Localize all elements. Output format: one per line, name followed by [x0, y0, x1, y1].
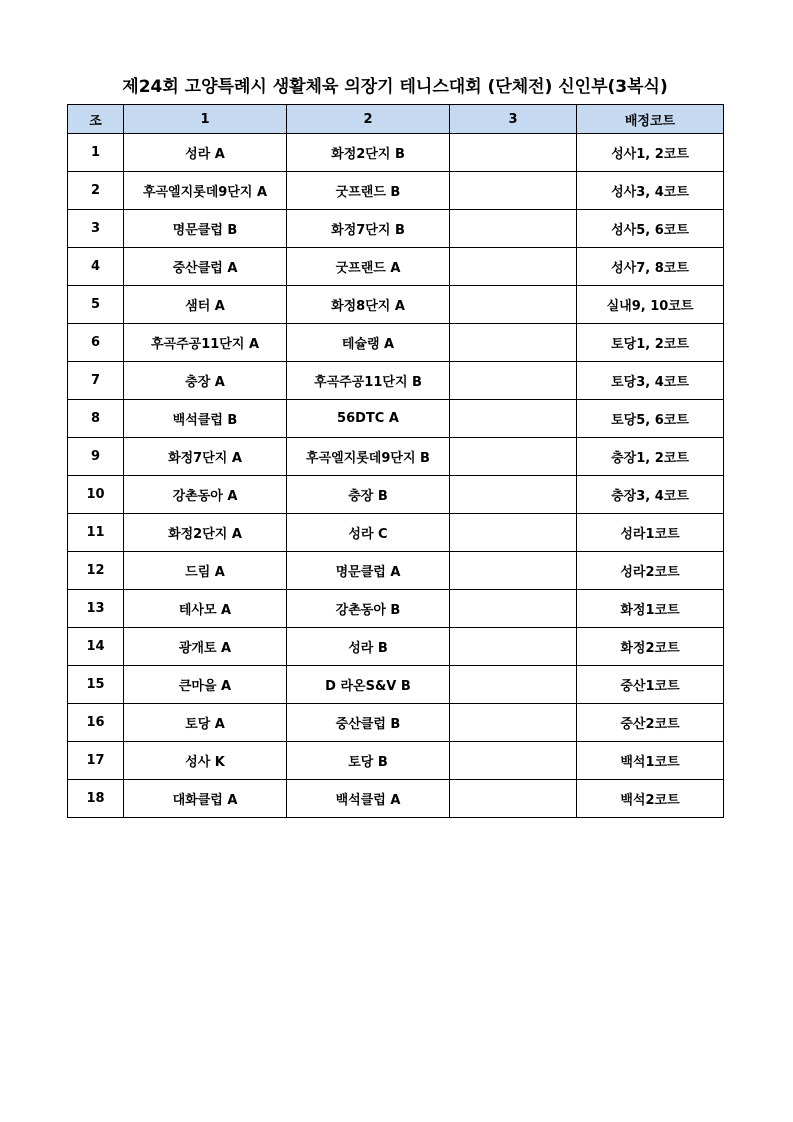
- cell-team-3: [450, 742, 577, 780]
- cell-court: 화정2코트: [577, 628, 724, 666]
- header-team-1: 1: [124, 105, 287, 134]
- cell-team-2: 굿프랜드 B: [287, 172, 450, 210]
- cell-group: 16: [68, 704, 124, 742]
- cell-group: 4: [68, 248, 124, 286]
- cell-team-2: 강촌동아 B: [287, 590, 450, 628]
- cell-court: 성라2코트: [577, 552, 724, 590]
- cell-court: 화정1코트: [577, 590, 724, 628]
- table-row: [68, 742, 724, 780]
- cell-court: 성사3, 4코트: [577, 172, 724, 210]
- cell-team-3: [450, 514, 577, 552]
- cell-team-1: 성라 A: [124, 134, 287, 172]
- table-row: [68, 590, 724, 628]
- cell-team-1: 후곡엘지롯데9단지 A: [124, 172, 287, 210]
- cell-team-3: [450, 476, 577, 514]
- cell-group: 7: [68, 362, 124, 400]
- cell-group: 18: [68, 780, 124, 818]
- cell-court: 성사7, 8코트: [577, 248, 724, 286]
- header-team-2: 2: [287, 105, 450, 134]
- cell-team-3: [450, 362, 577, 400]
- cell-court: 성라1코트: [577, 514, 724, 552]
- table-row: [68, 704, 724, 742]
- cell-team-2: 화정2단지 B: [287, 134, 450, 172]
- header-group: 조: [68, 105, 124, 134]
- cell-team-2: 후곡엘지롯데9단지 B: [287, 438, 450, 476]
- header-court: 배정코트: [577, 105, 724, 134]
- cell-team-1: 샘터 A: [124, 286, 287, 324]
- cell-team-1: 테사모 A: [124, 590, 287, 628]
- cell-group: 10: [68, 476, 124, 514]
- cell-group: 14: [68, 628, 124, 666]
- cell-team-1: 큰마을 A: [124, 666, 287, 704]
- table-row: [68, 362, 724, 400]
- header-team-3: 3: [450, 105, 577, 134]
- cell-team-2: 화정8단지 A: [287, 286, 450, 324]
- cell-court: 성사1, 2코트: [577, 134, 724, 172]
- cell-court: 성사5, 6코트: [577, 210, 724, 248]
- assignment-table: [67, 104, 724, 818]
- cell-court: 충장1, 2코트: [577, 438, 724, 476]
- table-body: [68, 134, 724, 818]
- cell-court: 백석1코트: [577, 742, 724, 780]
- cell-court: 충장3, 4코트: [577, 476, 724, 514]
- cell-team-1: 드림 A: [124, 552, 287, 590]
- cell-team-1: 화정2단지 A: [124, 514, 287, 552]
- cell-team-2: 토당 B: [287, 742, 450, 780]
- cell-court: 토당5, 6코트: [577, 400, 724, 438]
- cell-team-3: [450, 286, 577, 324]
- cell-team-3: [450, 438, 577, 476]
- cell-team-2: 성라 C: [287, 514, 450, 552]
- cell-group: 1: [68, 134, 124, 172]
- cell-team-1: 충장 A: [124, 362, 287, 400]
- cell-team-3: [450, 590, 577, 628]
- cell-team-3: [450, 780, 577, 818]
- cell-team-3: [450, 324, 577, 362]
- cell-team-2: 화정7단지 B: [287, 210, 450, 248]
- cell-team-2: 성라 B: [287, 628, 450, 666]
- cell-team-2: 백석클럽 A: [287, 780, 450, 818]
- cell-group: 3: [68, 210, 124, 248]
- cell-team-2: 테슐랭 A: [287, 324, 450, 362]
- cell-team-3: [450, 400, 577, 438]
- table-row: [68, 476, 724, 514]
- cell-team-1: 후곡주공11단지 A: [124, 324, 287, 362]
- cell-team-2: 충장 B: [287, 476, 450, 514]
- cell-court: 중산2코트: [577, 704, 724, 742]
- cell-team-3: [450, 248, 577, 286]
- cell-group: 13: [68, 590, 124, 628]
- cell-team-3: [450, 552, 577, 590]
- table-row: [68, 210, 724, 248]
- cell-group: 5: [68, 286, 124, 324]
- cell-team-1: 광개토 A: [124, 628, 287, 666]
- table-row: [68, 666, 724, 704]
- cell-group: 2: [68, 172, 124, 210]
- cell-court: 토당1, 2코트: [577, 324, 724, 362]
- cell-team-3: [450, 210, 577, 248]
- table-row: [68, 552, 724, 590]
- cell-team-2: D 라온S&V B: [287, 666, 450, 704]
- cell-court: 백석2코트: [577, 780, 724, 818]
- cell-team-1: 대화클럽 A: [124, 780, 287, 818]
- cell-team-1: 중산클럽 A: [124, 248, 287, 286]
- table-row: [68, 514, 724, 552]
- cell-group: 11: [68, 514, 124, 552]
- cell-team-3: [450, 666, 577, 704]
- cell-court: 중산1코트: [577, 666, 724, 704]
- cell-team-1: 토당 A: [124, 704, 287, 742]
- cell-court: 실내9, 10코트: [577, 286, 724, 324]
- document-title: 제24회 고양특례시 생활체육 의장기 테니스대회 (단체전) 신인부(3복식): [122, 77, 668, 97]
- table-row: [68, 628, 724, 666]
- cell-team-1: 강촌동아 A: [124, 476, 287, 514]
- header-row: [68, 105, 724, 134]
- table-row: [68, 324, 724, 362]
- cell-group: 17: [68, 742, 124, 780]
- table-row: [68, 248, 724, 286]
- cell-team-3: [450, 704, 577, 742]
- cell-team-3: [450, 134, 577, 172]
- cell-team-2: 56DTC A: [287, 400, 450, 438]
- cell-team-1: 성사 K: [124, 742, 287, 780]
- table-row: [68, 286, 724, 324]
- cell-team-1: 백석클럽 B: [124, 400, 287, 438]
- table-row: [68, 780, 724, 818]
- cell-group: 8: [68, 400, 124, 438]
- cell-team-2: 중산클럽 B: [287, 704, 450, 742]
- cell-group: 15: [68, 666, 124, 704]
- cell-group: 9: [68, 438, 124, 476]
- cell-court: 토당3, 4코트: [577, 362, 724, 400]
- cell-team-1: 화정7단지 A: [124, 438, 287, 476]
- cell-group: 6: [68, 324, 124, 362]
- cell-team-1: 명문클럽 B: [124, 210, 287, 248]
- cell-team-2: 명문클럽 A: [287, 552, 450, 590]
- table-row: [68, 172, 724, 210]
- cell-team-3: [450, 628, 577, 666]
- cell-team-3: [450, 172, 577, 210]
- cell-group: 12: [68, 552, 124, 590]
- table-row: [68, 438, 724, 476]
- table-row: [68, 400, 724, 438]
- table-row: [68, 134, 724, 172]
- cell-team-2: 굿프랜드 A: [287, 248, 450, 286]
- cell-team-2: 후곡주공11단지 B: [287, 362, 450, 400]
